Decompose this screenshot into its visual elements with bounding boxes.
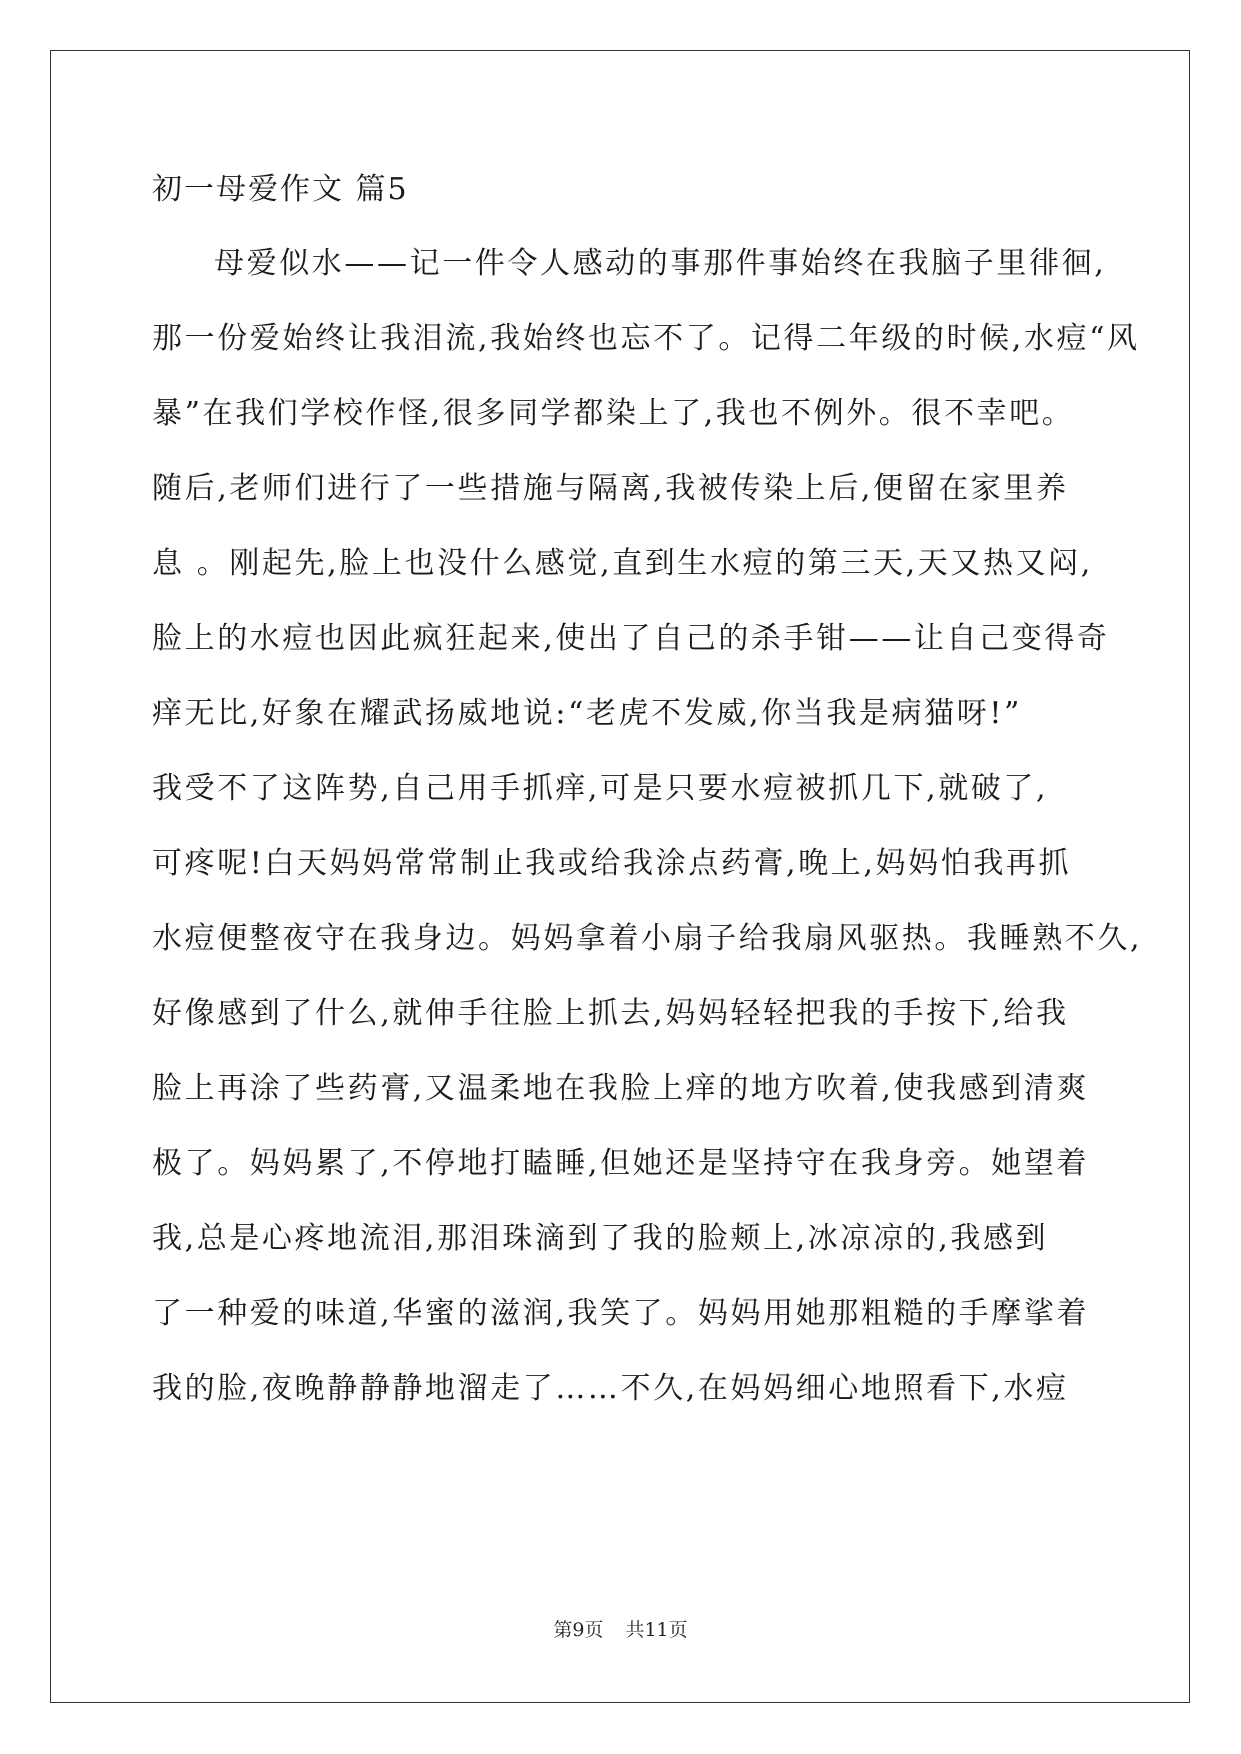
text-line: 我的脸,夜晚静静静地溜走了……不久,在妈妈细心地照看下,水痘 <box>152 1371 1069 1406</box>
essay-heading: 初一母爱作文 篇5 <box>152 172 409 207</box>
text-line: 痒无比,好象在耀武扬威地说:“老虎不发威,你当我是病猫呀!” <box>152 696 1022 731</box>
text-line: 脸上的水痘也因此疯狂起来,使出了自己的杀手钳——让自己变得奇 <box>152 621 1110 656</box>
text-line: 息 。刚起先,脸上也没什么感觉,直到生水痘的第三天,天又热又闷, <box>152 546 1093 581</box>
text-line: 脸上再涂了些药膏,又温柔地在我脸上痒的地方吹着,使我感到清爽 <box>152 1071 1090 1106</box>
text-line: 随后,老师们进行了一些措施与隔离,我被传染上后,便留在家里养 <box>152 471 1069 506</box>
text-line: 了一种爱的味道,华蜜的滋润,我笑了。妈妈用她那粗糙的手摩挲着 <box>152 1296 1090 1331</box>
text-line: 我,总是心疼地流泪,那泪珠滴到了我的脸颊上,冰凉凉的,我感到 <box>152 1221 1049 1256</box>
page-current: 第9页 <box>553 1619 604 1641</box>
text-line: 暴”在我们学校作怪,很多同学都染上了,我也不例外。很不幸吧。 <box>152 396 1075 431</box>
page-total: 共11页 <box>625 1619 688 1641</box>
text-line: 我受不了这阵势,自己用手抓痒,可是只要水痘被抓几下,就破了, <box>152 771 1049 806</box>
text-line: 好像感到了什么,就伸手往脸上抓去,妈妈轻轻把我的手按下,给我 <box>152 996 1069 1031</box>
text-line: 母爱似水——记一件令人感动的事那件事始终在我脑子里徘徊, <box>214 246 1107 281</box>
page-footer <box>0 1618 1241 1642</box>
text-line: 水痘便整夜守在我身边。妈妈拿着小扇子给我扇风驱热。我睡熟不久, <box>152 921 1143 956</box>
text-line: 极了。妈妈累了,不停地打瞌睡,但她还是坚持守在我身旁。她望着 <box>152 1146 1090 1181</box>
essay-body <box>152 226 1143 1426</box>
text-line: 可疼呢!白天妈妈常常制止我或给我涂点药膏,晚上,妈妈怕我再抓 <box>152 846 1072 881</box>
text-line: 那一份爱始终让我泪流,我始终也忘不了。记得二年级的时候,水痘“风 <box>152 321 1140 356</box>
